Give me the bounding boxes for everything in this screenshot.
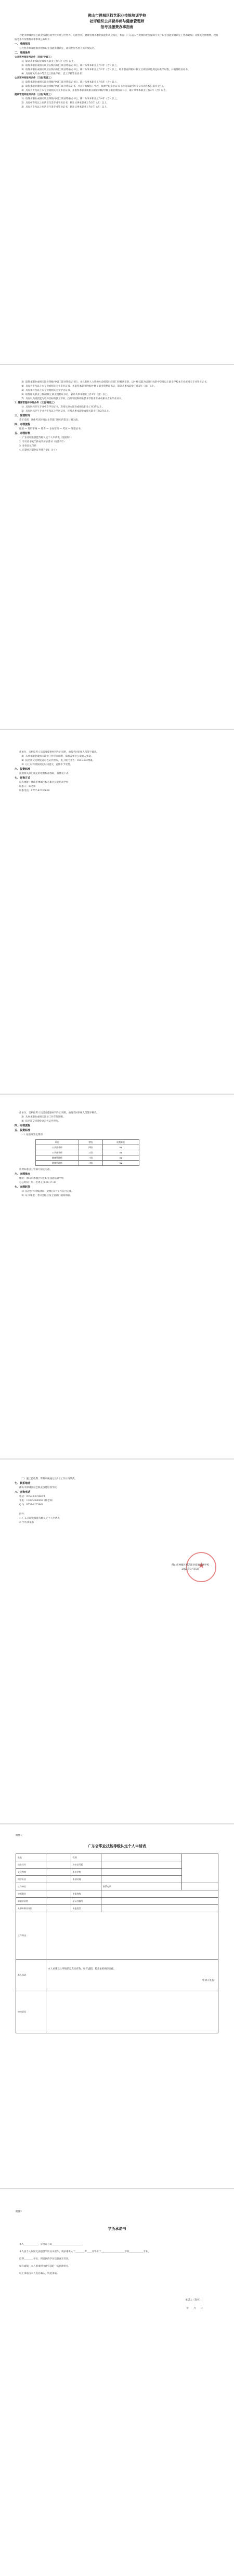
condition-line: （2）具有中等及以上医药卫生类专业学历证书，累计从事本职业工作3年（含）以上。 — [19, 102, 109, 104]
section-text: 报名 — 资料审核 — 缴费 — 参加培训 — 考试 — 领取证书。 — [19, 428, 83, 430]
attachment-item: 2. 学历承诺书 — [19, 1521, 34, 1524]
form-input[interactable] — [101, 1905, 218, 1912]
signature-block — [172, 1560, 209, 1572]
form-label: 原职业资格 — [16, 1898, 46, 1905]
condition-line: （6）取得相关职业三级/高级工职业资格证书后，累计从事本职业工作1年（含）以上。 — [19, 393, 110, 396]
form-input[interactable] — [46, 1883, 101, 1890]
form-label: 所学专业 — [16, 1876, 46, 1883]
condition-line: （1）取得本职业或相关职业四级/中级工职业资格证书后，累计从事本职业工作4年（含）以上。 — [19, 98, 119, 100]
page-1 — [0, 0, 234, 364]
place-line: 地址：佛山市禅城区权艺职业技能培训学校 — [19, 1177, 64, 1180]
form-label: 联系电话 — [101, 1883, 181, 1890]
commitment-signature — [185, 2298, 203, 2311]
form-input[interactable] — [181, 1883, 218, 1890]
form-input[interactable] — [101, 1861, 181, 1869]
table-cell: ¥¥ — [102, 1150, 139, 1155]
table-cell: 三级 — [79, 1155, 102, 1161]
contact-address: 佛山市禅城区权艺职业技能培训学校 — [19, 1487, 57, 1489]
form-label: 申报职业 — [16, 1890, 46, 1898]
section-heading: 五、收费标准 — [15, 1129, 31, 1132]
section-heading: 七、咨询方式 — [15, 777, 31, 780]
sign-date: 2023年9月15日 — [181, 1568, 199, 1571]
form-label: 申报等级 — [71, 1890, 101, 1898]
form-input[interactable] — [101, 1876, 181, 1883]
form-label: 原证书编号 — [71, 1898, 101, 1905]
condition-line: （5）具有本科及以上本专业或相关专业学历证书。 — [19, 389, 72, 392]
section-text: 按照相关部门核定的收费标准收取，具体见下表： — [19, 772, 71, 775]
condition-line: （3）具有大专及以上本专业或相关专业毕业证书，并取得本职业或相关职业四级/中级工职业资格证书后，累计从事本职业工作2年（含）以上。 — [19, 89, 168, 92]
application-form-table — [16, 1854, 218, 2033]
form-label: 性别 — [71, 1854, 101, 1861]
condition-label: 公共营养师报考条件（四级/中级工） — [15, 56, 53, 59]
text-line: （二）施工验收期：资料审核通过后3个工作日内缴费。 — [19, 1478, 77, 1480]
material-item: 1. 广东省职业技能等级认定个人申请表（见附件1） — [19, 437, 73, 439]
section-heading: 四、办理流程 — [15, 423, 31, 426]
condition-line: （7）具有以高级技能为培养目标的技工学校、技师学院和职业技术学院本专业或相关专业毕业证书。 — [19, 398, 124, 400]
form-label: 申报类型 — [71, 1905, 101, 1912]
sign-date: 年 月 日 — [186, 2307, 203, 2310]
table-cell: ¥¥ — [102, 1161, 139, 1166]
condition-line: （3）取得本职业或相关职业四级/中级工职业资格证书后，并具有经人力资源社会保障行政部门审核认定的、以中级技能为培养目标的中等及以上职业学校本专业或相关专业毕业证书。 — [19, 381, 209, 384]
form-input[interactable] — [46, 1854, 71, 1861]
table-cell: 公共营养师 — [36, 1150, 79, 1155]
contact-line: 报名地址：佛山市禅城区权艺职业技能培训学校 — [19, 781, 69, 784]
text-line: （5）以上材料需按规定时间提交，逾期不予受理。 — [19, 764, 72, 766]
condition-line: （4）具有相关专业中等及以上职业学校、技工学校毕业证书。 — [19, 73, 84, 75]
commitment-line: 取得＿＿＿＿学历，所提供的学历信息真实有效。 — [19, 2258, 71, 2260]
form-input[interactable] — [101, 1890, 218, 1898]
signer-label: 承诺人（签名）： — [185, 2299, 203, 2302]
condition-line: （1）取得本职业或相关职业四级/中级工职业资格证书后，累计从事本职业工作5年（含）以上。 — [19, 81, 119, 84]
commitment-line: 以上承诺由本人签名确认，特此承诺。 — [19, 2272, 59, 2275]
form-input[interactable] — [46, 1861, 71, 1869]
form-input[interactable] — [46, 1876, 71, 1883]
condition-label: 健康管理师报考条件（三级/高级工） — [15, 94, 53, 96]
section-heading: 二、受理条件 — [15, 51, 31, 55]
form-label: 姓名 — [16, 1854, 46, 1861]
page-3 — [0, 730, 234, 1094]
table-cell: 健康管理师 — [36, 1155, 79, 1161]
text-line: （4）报名需交近期免冠彩色证件照片。 — [19, 1120, 61, 1123]
form-input[interactable] — [101, 1869, 181, 1876]
condition-label: 公共营养师报考条件（三级/高级工） — [15, 77, 53, 80]
material-item: 4. 近期免冠彩色证件照片2张（1寸） — [19, 449, 58, 452]
page-5 — [0, 1460, 234, 1823]
table-header: 收费标准 — [102, 1140, 139, 1145]
text-line: （3）从事本职业或相关职业工作年限证明，需加盖单位公章或人事章。 — [19, 755, 94, 758]
condition-line: （4）具有大专及以上本专业或相关专业毕业证书，并取得本职业四级/中级工职业资格证书后，累计从事本职业工作2年（含）以上。 — [19, 385, 157, 388]
section-heading: 四、办理流程 — [15, 1124, 31, 1127]
form-input[interactable] — [46, 1890, 71, 1898]
form-label: 审核意见 — [16, 1991, 46, 2033]
phone-line: Q Q：0757-8273661 — [19, 1504, 44, 1506]
time-line: （1）报名材料审核时限：受理后3个工作日内完成。 — [19, 1190, 74, 1193]
photo-box — [181, 1854, 218, 1883]
page-4 — [0, 1095, 234, 1458]
table-cell: 健康管理师 — [36, 1161, 79, 1166]
section-heading: 六、办理地点 — [15, 1173, 31, 1176]
place-line: 办公时间：周一至周五 9:00-17:30 — [19, 1181, 57, 1184]
phone-line: 手机：13825000000（陈老师） — [19, 1500, 55, 1502]
material-item: 3. 身份证复印件 — [19, 445, 36, 448]
sign-org: 佛山市禅城区权艺职业技能培训学校 — [172, 1564, 209, 1567]
commitment-title: 学历承诺书 — [108, 2226, 126, 2231]
page-6-application-form — [0, 1824, 234, 2188]
section-heading: 七、办理时限 — [15, 1186, 31, 1189]
page-7-education-commitment — [0, 2189, 234, 2576]
table-cell: 四级 — [79, 1145, 102, 1150]
doc-title-line1: 佛山市禅城区权艺职业技能培训学校 — [88, 13, 146, 18]
form-label: 工作简历 — [16, 1912, 46, 1960]
form-label: 本人承诺 — [16, 1960, 46, 1991]
text-line: （4）报名需交近期免冠彩色证件照片，电子版尺寸为：354×472像素。 — [19, 759, 95, 762]
form-input[interactable] — [46, 1898, 71, 1905]
form-label: 毕业学校 — [71, 1869, 101, 1876]
section-heading: 一、受理范围 — [15, 43, 31, 46]
audit-input[interactable] — [46, 1991, 218, 2033]
official-seal-icon: ★ — [186, 1552, 216, 1582]
table-cell: 公共营养师 — [36, 1145, 79, 1150]
form-title: 广东省职业技能等级认定个人申请表 — [88, 1844, 146, 1848]
condition-line: （1）具有医药卫生专业中专学历证书，连续从事本职业或相关职业工作3年以上。 — [19, 406, 105, 409]
resume-input[interactable] — [46, 1912, 218, 1960]
fee-table — [35, 1139, 139, 1166]
form-label: 毕业时间 — [71, 1876, 101, 1883]
table-header: 等级 — [79, 1140, 102, 1145]
condition-line: （2）取得本职业或相关职业五级/初级工职业资格证书后，累计从事本职业工作3年（含）以上。 — [19, 64, 119, 67]
section-heading: 五、办理材料 — [15, 432, 31, 435]
doc-intro: 合肥市禅城区权艺职业技能培训学校开展公共营养、心理咨询、健康管理等职业技能培训及鉴定，根据《广东省人力资源和社会保障厅关于职业技能等级认定工作的通知》及相关文件精神，现将报考条件及缴费办事事项公布如下： — [15, 34, 218, 41]
condition-line: （3）取得本职业或相关职业五级/初级工职业资格证书后，累计从事本职业工作2年（含）以上，经本职业四级/中级工正规培训达规定标准学时数，并取得结业证书。 — [19, 69, 190, 71]
table-cell: ¥¥ — [102, 1145, 139, 1150]
declaration-text: 本人承诺以上所填信息真实有效，如有虚假，愿意承担相应责任。 — [48, 1968, 116, 1970]
condition-line: （2）具有医药卫生专业大专及以上学历证书，连续从事本职业或相关职业工作2年以上。 — [19, 410, 111, 413]
table-caption: （一）报名及鉴定费用 — [19, 1134, 43, 1136]
commitment-line: 如有虚假，本人愿承担由此引起的一切法律责任。 — [19, 2265, 71, 2268]
commitment-line: 本人＿＿＿＿＿＿，身份证号码＿＿＿＿＿＿＿＿＿＿＿＿＿， — [19, 2243, 85, 2246]
contact-line: 联系人：陈老师 — [19, 785, 36, 788]
section-heading: 六、收费标准 — [15, 768, 31, 771]
attachment-tag: 附件2 — [16, 2211, 22, 2213]
attachment-tag: 附件1 — [16, 1834, 22, 1837]
form-label: 身份证号码 — [71, 1861, 101, 1869]
text-line: 作单位，否则报考人员需要提供材料作出说明，由报名时审核人员签字确认。 — [19, 751, 99, 754]
doc-title-line2: 社评组织公共营养师与健康管理师 — [89, 19, 145, 23]
text-line: 作单位，否则报考人员需要提供材料作出说明，由报名时审核人员签字确认。 — [19, 1112, 99, 1114]
table-row — [36, 1155, 139, 1161]
form-input[interactable] — [101, 1898, 218, 1905]
section-text: 公共营养师及健康管理师职业技能等级认定，面向社会各类人员开放报名。 — [19, 47, 97, 50]
condition-line: （1）累计从事本职业或相关职业工作4年（含）以上。 — [19, 60, 76, 63]
form-label: 出生年月 — [16, 1861, 46, 1869]
section-text: 常年受理，具体考试时间以主管部门发布的鉴定计划为准。 — [19, 419, 80, 422]
form-input[interactable] — [46, 1905, 71, 1912]
condition-line: （3）具有大专及以上医药卫生类专业毕业证书，累计从事本职业工作1年（含）以上。 — [19, 106, 109, 109]
phone-line: 电话：0757-82736619 — [19, 1495, 45, 1498]
contact-line: 联系电话：0757-82736619 — [19, 790, 50, 792]
doc-title-line3: 报考及缴费办事指南 — [100, 24, 134, 29]
fee-note: 收费标准以主管部门核定为准。 — [19, 1168, 52, 1171]
table-row — [36, 1145, 139, 1150]
table-cell: ¥¥ — [102, 1155, 139, 1161]
signature-label: 申请人签名： — [202, 1979, 216, 1982]
declaration-cell — [46, 1960, 218, 1991]
page-2 — [0, 365, 234, 729]
form-label: 工作单位 — [16, 1883, 46, 1890]
commitment-line: 本人因个人原因无法提供学历证书原件，现承诺本人于＿＿＿＿年＿＿月毕业于＿＿＿＿＿＿＿＿＿＿学校＿＿＿＿＿＿专业， — [19, 2251, 150, 2253]
condition-line: （2）取得本职业或相关职业四级/中级工职业资格证书，并具有高级技工学校、技师学院毕业证书（含尚未取得毕业证书的在校应届毕业生）。 — [19, 85, 166, 88]
section-heading: 八、咨询电话 — [15, 1491, 31, 1494]
table-row — [36, 1150, 139, 1155]
section-heading: 七、联系地址 — [15, 1482, 31, 1485]
attachment-item: 1. 广东省职业技能等级认定个人申请表 — [19, 1517, 60, 1520]
form-input[interactable] — [101, 1854, 181, 1861]
attachment-title: 附件： — [19, 1513, 27, 1516]
table-cell: 二级 — [79, 1161, 102, 1166]
form-label: 文化程度 — [16, 1869, 46, 1876]
table-cell: 三级 — [79, 1150, 102, 1155]
form-input[interactable] — [46, 1869, 71, 1876]
text-line: （3）从事本职业或相关职业工作年限证明。 — [19, 1116, 66, 1119]
material-item: 2. 学历证书复印件或学历承诺书（见附件2） — [19, 441, 66, 443]
time-line: （2）证书领取：考试合格后按主管部门通知领取。 — [19, 1194, 72, 1197]
section-heading: 三、受理时间 — [15, 414, 31, 417]
form-label: 从事本职业年限 — [16, 1905, 46, 1912]
table-header: 项目 — [36, 1140, 79, 1145]
condition-label: 2. 健康管理师申报条件（三级/高级工） — [15, 402, 56, 404]
table-row — [36, 1161, 139, 1166]
